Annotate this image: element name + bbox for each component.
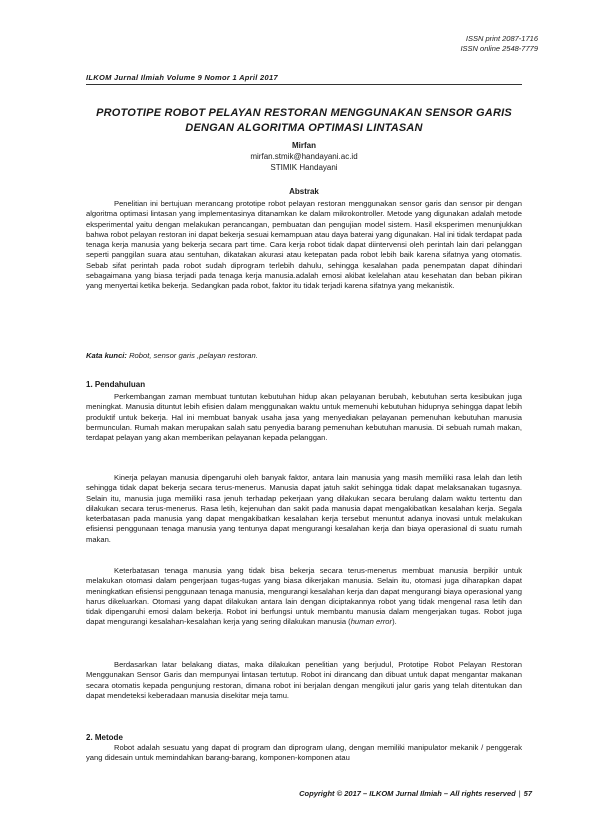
intro-paragraph-2: Kinerja pelayan manusia dipengaruhi oleh banyak faktor, antara lain manusia yang masih memiliki rasa lelah dan letih sehingga tidak dapat bekerja secara terus-menerus. Manusia dapat jatuh sakit sehingga tidak dapat melaksanakan tugasnya. Selain itu, manusia juga memiliki rasa jenuh terhadap pekerjaan yang dilakukan secara berulang dalam waktu tertentu dan dilakukan secara terus-menerus. Rasa letih, kejenuhan dan sakit pada manusia dapat mengakibatkan kesalahan kerja. Segala keterbatasan pada manusia yang dapat mengakibatkan kesalahan kerja tersebut menuntut adanya inovasi untuk melakukan efisiensi penggunaan tenaga manusia yang tentunya dapat mengurangi kesalahan kerja dan biaya operasional di suatu rumah makan. [86, 473, 522, 544]
paper-title: PROTOTIPE ROBOT PELAYAN RESTORAN MENGGUNAKAN SENSOR GARIS DENGAN ALGORITMA OPTIMASI LINTASAN [96, 107, 512, 134]
section-heading-method: 2. Metode [86, 733, 123, 742]
intro-paragraph-4: Berdasarkan latar belakang diatas, maka dilakukan penelitian yang berjudul, Prototipe Robot Pelayan Restoran Menggunakan Sensor Garis dan mempunyai lintasan tertutup. Robot ini dirancang dan dibuat untuk dapat mengantar makanan secara otomatis kepada pengunjung restoran, dimana robot ini berjalan dengan mengikuti jalur garis yang telah ditentukan dan dapat mendeteksi keberadaan manusia disekitar meja tamu. [86, 660, 522, 700]
author-email: mirfan.stmik@handayani.ac.id [250, 152, 358, 161]
intro-paragraph-3-text: Keterbatasan tenaga manusia yang tidak bisa bekerja secara terus-menerus membuat manusia berpikir untuk melakukan otomasi dalam pengerjaan tugas-tugas yang biasa dikerjakan manusia. Selain itu, otomasi juga diharapkan dapat meningkatkan efisiensi penggunaan tenaga manusia, mengurangi kesalahan kerja dan dapat mengurangi biaya operasional yang harus dikeluarkan. Otomasi yang dapat dilakukan antara lain dengan diciptakannya robot yang tidak mengenal rasa letih dan tidak dipengaruhi emosi dalam bekerja. Robot ini berfungsi untuk membantu manusia dalam mengerjakan tugas. Robot juga dapat mengurangi kesalahan-kesalahan kerja yang sering dilakukan manusia ( [86, 566, 522, 627]
author-block [86, 140, 522, 173]
keywords [86, 351, 522, 360]
abstract-heading: Abstrak [289, 187, 319, 196]
header-rule [86, 84, 522, 85]
issn-block [460, 34, 538, 54]
abstract-text: Penelitian ini bertujuan merancang prototipe robot pelayan restoran menggunakan sensor garis dan sensor pir dengan algoritma optimasi lintasan yang implementasinya ditanamkan ke dalam mikrokontroller. Metode yang digunakan adalah metode eksperimental yaitu dengan melakukan perancangan, pembuatan dan pengujian model sistem. Hasil eksperimen menunjukkan bahwa robot pelayan restoran ini dapat bekerja sesuai kemampuan atau daya baterai yang digunakan. Hal ini tidak terdapat pada tenaga kerja manusia yang bekerja secara part time. Cara kerja robot tidak dapat diintervensi oleh perintah lain dari pelanggan seperti panggilan suara atau sentuhan, dikatakan akurasi atau ketepatan pada robot lebih baik karena sifatnya yang otomatis. Sebab sifat perintah pada robot sudah diprogram terlebih dahulu, sehingga kesalahan pada penempatan dapat dihindari sebagaimana yang biasa terjadi pada tenaga kerja manusia.adalah emosi akibat kelelahan atau kesehatan dan beban pikiran yang menyertai ketika bekerja. Sedangkan pada robot, faktor itu tidak terjadi karena sifatnya yang mekanistik. [86, 199, 522, 291]
keywords-text: Robot, sensor garis ,pelayan restoran. [129, 351, 258, 360]
journal-header: ILKOM Jurnal Ilmiah Volume 9 Nomor 1 April 2017 [86, 73, 278, 82]
issn-print: ISSN print 2087-1716 [465, 34, 538, 43]
footer-page-number: 57 [523, 789, 532, 798]
intro-paragraph-3-end: ). [392, 617, 397, 627]
page-footer: Copyright © 2017 – ILKOM Jurnal Ilmiah – All rights reserved | 57 [299, 789, 532, 798]
section-heading-introduction: 1. Pendahuluan [86, 380, 146, 389]
intro-paragraph-3-emphasis: human error [350, 617, 393, 627]
keywords-label: Kata kunci: [86, 351, 127, 360]
intro-paragraph-1: Perkembangan zaman membuat tuntutan kebutuhan hidup akan pelayanan berubah, kebutuhan serta kesibukan juga meningkat. Manusia dituntut lebih efisien dalam menggunakan waktu untuk memenuhi kebutuhan hidupnya sehingga dapat lebih produktif untuk bekerja. Hal ini membuat banyak usaha jasa yang menyediakan pelayanan pemenuhan kebutuhan manusia bermunculan. Rumah makan merupakan salah satu penyedia barang pemenuhan kebutuhan manusia. Di sebuah rumah makan, terdapat pelayan yang akan memberikan pelayanan kepada pelanggan. [86, 392, 522, 443]
author-affiliation: STIMIK Handayani [270, 163, 338, 172]
author-name: Mirfan [292, 141, 316, 150]
intro-paragraph-3 [86, 566, 522, 628]
method-paragraph-1: Robot adalah sesuatu yang dapat di program dan diprogram ulang, dengan memiliki manipulator mekanik / penggerak yang didesain untuk memindahkan barang-barang, komponen-komponen atau [86, 743, 522, 763]
issn-online: ISSN online 2548-7779 [460, 44, 538, 53]
footer-copyright: Copyright © 2017 – ILKOM Jurnal Ilmiah – All rights reserved [299, 789, 516, 798]
